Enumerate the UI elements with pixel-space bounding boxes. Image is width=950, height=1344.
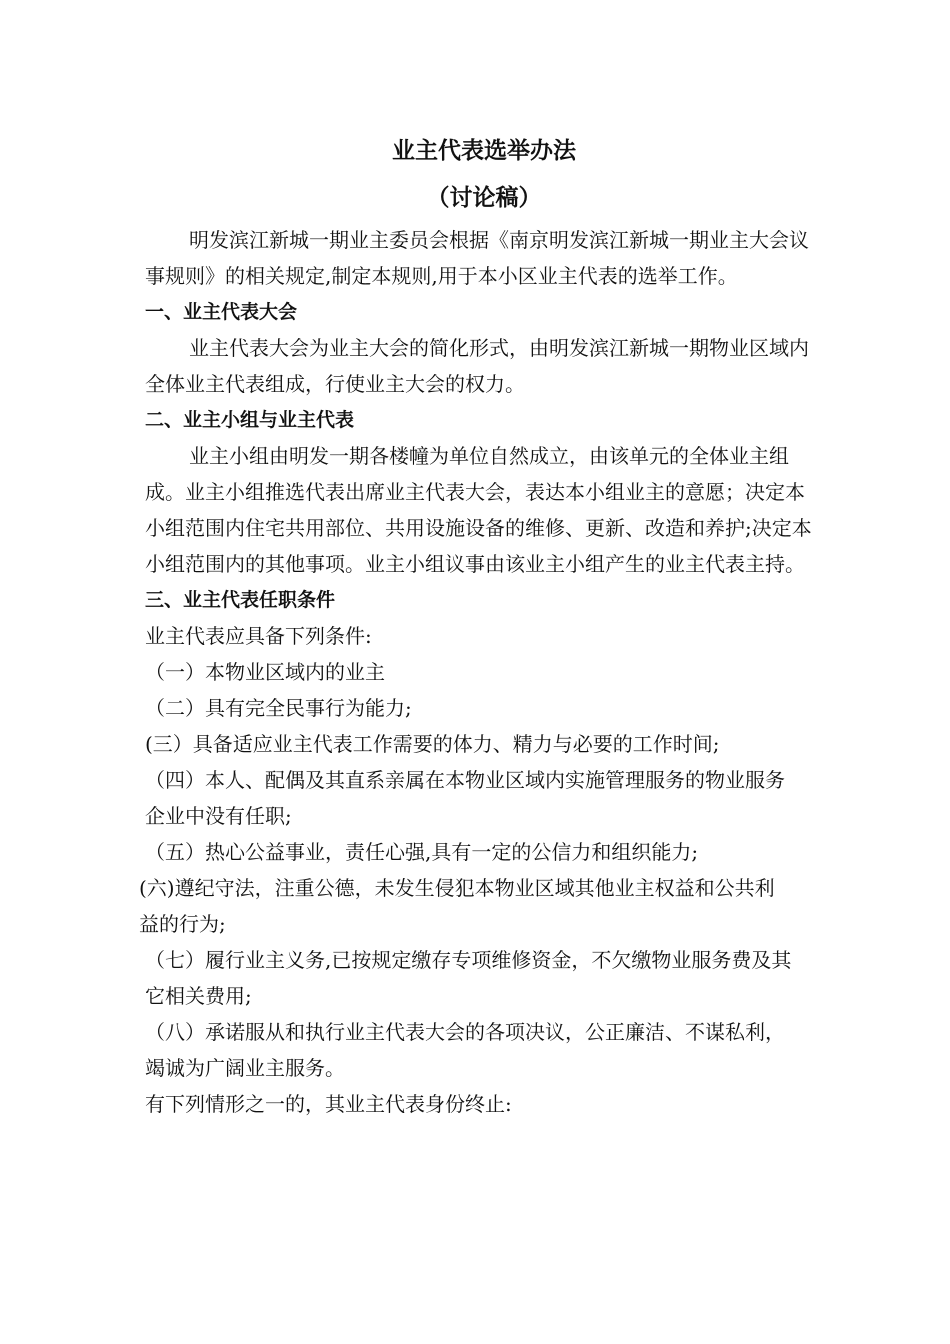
section-1 [145,294,815,402]
document-subtitle: （讨论稿） [426,185,542,211]
condition-item: （二）具有完全民事行为能力; [145,696,412,720]
section-heading: 三、业主代表任职条件 [145,589,336,611]
document-page [139,128,815,1122]
section-lead: 业主代表应具备下列条件: [145,624,372,648]
condition-item: （八）承诺服从和执行业主代表大会的各项决议，公正廉洁、不谋私利，竭诚为广阔业主服务。 [145,1020,785,1080]
condition-item: (三）具备适应业主代表工作需要的体力、精力与必要的工作时间; [145,732,720,756]
condition-item: （一）本物业区域内的业主 [145,660,385,684]
section-3 [139,582,815,1122]
section-closing: 有下列情形之一的，其业主代表身份终止: [145,1092,512,1116]
condition-item: （五）热心公益事业，责任心强,具有一定的公信力和组织能力; [145,840,699,864]
document-title: 业主代表选举办法 [392,138,576,164]
section-2 [145,402,815,582]
section-body: 业主小组由明发一期各楼幢为单位自然成立，由该单元的全体业主组成。业主小组推选代表出席业主代表大会，表达本小组业主的意愿；决定本小组范围内住宅共用部位、共用设施设备的维修、更新、改造和养护;决定本小组范围内的其他事项。业主小组议事由该业主小组产生的业主代表主持。 [145,444,812,576]
section-body: 业主代表大会为业主大会的简化形式，由明发滨江新城一期物业区域内全体业主代表组成，行使业主大会的权力。 [145,336,809,396]
condition-item: （四）本人、配偶及其直系亲属在本物业区域内实施管理服务的物业服务企业中没有任职; [145,768,785,828]
condition-item: (六)遵纪守法，注重公德，未发生侵犯本物业区域其他业主权益和公共利益的行为; [139,876,775,936]
section-heading: 一、业主代表大会 [145,301,298,323]
section-heading: 二、业主小组与业主代表 [145,409,355,431]
condition-item: （七）履行业主义务,已按规定缴存专项维修资金，不欠缴物业服务费及其它相关费用; [145,948,792,1008]
intro-paragraph: 明发滨江新城一期业主委员会根据《南京明发滨江新城一期业主大会议事规则》的相关规定,制定本规则,用于本小区业主代表的选举工作。 [145,228,809,288]
